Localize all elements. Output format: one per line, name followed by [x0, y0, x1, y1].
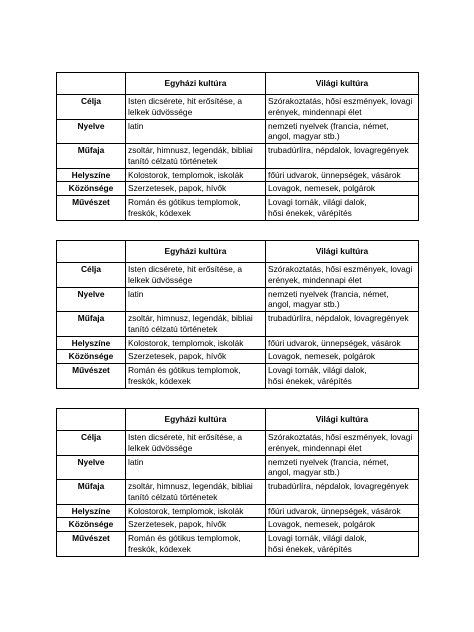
church-cell: Szerzetesek, papok, hívők	[126, 350, 266, 364]
church-cell: Román és gótikus templomok, freskók, kódexek	[126, 196, 266, 221]
header-row	[57, 73, 419, 95]
secular-cell: nemzeti nyelvek (francia, német, angol, magyar stb.)	[266, 119, 419, 144]
row-genre	[57, 480, 419, 505]
header-secular-culture: Világi kultúra	[266, 241, 419, 263]
church-cell: Szerzetesek, papok, hívők	[126, 182, 266, 196]
row-label: Célja	[57, 263, 126, 288]
secular-cell: trubadúrlíra, népdalok, lovagregények	[266, 480, 419, 505]
row-label: Helyszíne	[57, 168, 126, 182]
row-audience	[57, 350, 419, 364]
row-label: Műfaja	[57, 144, 126, 169]
row-language	[57, 119, 419, 144]
row-art	[57, 364, 419, 389]
secular-cell: trubadúrlíra, népdalok, lovagregények	[266, 144, 419, 169]
secular-cell: Lovagok, nemesek, polgárok	[266, 182, 419, 196]
header-cell-empty	[57, 73, 126, 95]
church-cell: zsoltár, himnusz, legendák, bibliai tanító célzatú történetek	[126, 144, 266, 169]
secular-cell: főúri udvarok, ünnepségek, vásárok	[266, 336, 419, 350]
secular-cell: főúri udvarok, ünnepségek, vásárok	[266, 504, 419, 518]
church-cell: Szerzetesek, papok, hívők	[126, 518, 266, 532]
header-secular-culture: Világi kultúra	[266, 73, 419, 95]
secular-cell: nemzeti nyelvek (francia, német, angol, magyar stb.)	[266, 287, 419, 312]
header-church-culture: Egyházi kultúra	[126, 241, 266, 263]
row-language	[57, 287, 419, 312]
culture-table	[56, 240, 419, 389]
row-language	[57, 455, 419, 480]
row-label: Célja	[57, 431, 126, 456]
row-purpose	[57, 263, 419, 288]
secular-cell: Lovagi tornák, világi dalok, hősi énekek, várépítés	[266, 364, 419, 389]
row-audience	[57, 182, 419, 196]
church-cell: latin	[126, 455, 266, 480]
row-venue	[57, 336, 419, 350]
row-art	[57, 532, 419, 557]
church-cell: Kolostorok, templomok, iskolák	[126, 504, 266, 518]
header-church-culture: Egyházi kultúra	[126, 73, 266, 95]
culture-table	[56, 72, 419, 221]
row-venue	[57, 168, 419, 182]
row-audience	[57, 518, 419, 532]
header-row	[57, 409, 419, 431]
row-label: Műfaja	[57, 480, 126, 505]
row-label: Közönsége	[57, 518, 126, 532]
row-purpose	[57, 431, 419, 456]
culture-table	[56, 408, 419, 557]
header-secular-culture: Világi kultúra	[266, 409, 419, 431]
header-cell-empty	[57, 241, 126, 263]
church-cell: Román és gótikus templomok, freskók, kódexek	[126, 532, 266, 557]
church-cell: Kolostorok, templomok, iskolák	[126, 336, 266, 350]
row-label: Célja	[57, 95, 126, 120]
secular-cell: Lovagok, nemesek, polgárok	[266, 350, 419, 364]
row-label: Helyszíne	[57, 504, 126, 518]
row-label: Nyelve	[57, 119, 126, 144]
church-cell: Kolostorok, templomok, iskolák	[126, 168, 266, 182]
row-label: Nyelve	[57, 287, 126, 312]
row-label: Művészet	[57, 196, 126, 221]
row-genre	[57, 312, 419, 337]
header-row	[57, 241, 419, 263]
secular-cell: Szórakoztatás, hősi eszmények, lovagi erények, mindennapi élet	[266, 431, 419, 456]
church-cell: Isten dicsérete, hit erősítése, a lelkek üdvössége	[126, 95, 266, 120]
row-label: Nyelve	[57, 455, 126, 480]
row-label: Művészet	[57, 364, 126, 389]
row-label: Művészet	[57, 532, 126, 557]
secular-cell: főúri udvarok, ünnepségek, vásárok	[266, 168, 419, 182]
church-cell: latin	[126, 287, 266, 312]
row-venue	[57, 504, 419, 518]
church-cell: zsoltár, himnusz, legendák, bibliai tanító célzatú történetek	[126, 312, 266, 337]
church-cell: latin	[126, 119, 266, 144]
header-church-culture: Egyházi kultúra	[126, 409, 266, 431]
secular-cell: nemzeti nyelvek (francia, német, angol, magyar stb.)	[266, 455, 419, 480]
row-label: Közönsége	[57, 350, 126, 364]
row-label: Műfaja	[57, 312, 126, 337]
secular-cell: trubadúrlíra, népdalok, lovagregények	[266, 312, 419, 337]
row-label: Közönsége	[57, 182, 126, 196]
row-genre	[57, 144, 419, 169]
row-art	[57, 196, 419, 221]
church-cell: Isten dicsérete, hit erősítése, a lelkek üdvössége	[126, 263, 266, 288]
secular-cell: Lovagi tornák, világi dalok, hősi énekek, várépítés	[266, 532, 419, 557]
church-cell: Isten dicsérete, hit erősítése, a lelkek üdvössége	[126, 431, 266, 456]
row-label: Helyszíne	[57, 336, 126, 350]
secular-cell: Lovagok, nemesek, polgárok	[266, 518, 419, 532]
secular-cell: Lovagi tornák, világi dalok, hősi énekek, várépítés	[266, 196, 419, 221]
church-cell: Román és gótikus templomok, freskók, kódexek	[126, 364, 266, 389]
secular-cell: Szórakoztatás, hősi eszmények, lovagi erények, mindennapi élet	[266, 95, 419, 120]
header-cell-empty	[57, 409, 126, 431]
church-cell: zsoltár, himnusz, legendák, bibliai tanító célzatú történetek	[126, 480, 266, 505]
row-purpose	[57, 95, 419, 120]
secular-cell: Szórakoztatás, hősi eszmények, lovagi erények, mindennapi élet	[266, 263, 419, 288]
